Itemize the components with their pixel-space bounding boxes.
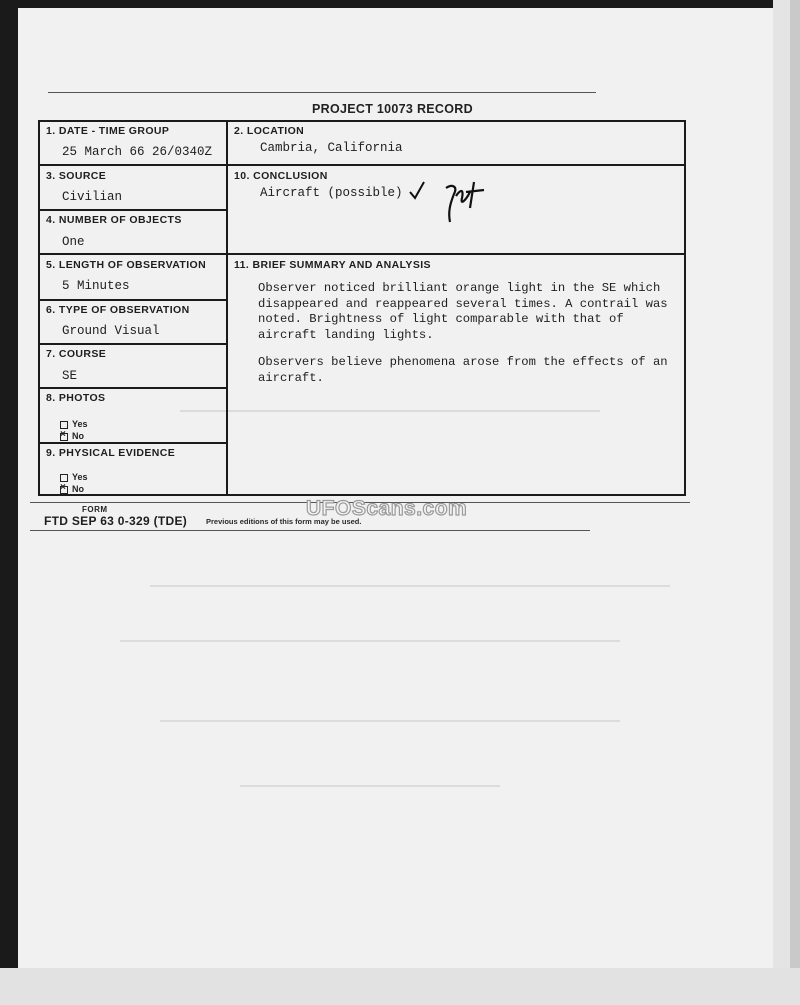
course-label: 7. COURSE bbox=[46, 348, 107, 360]
bleed-through-line bbox=[150, 585, 670, 587]
row-divider bbox=[40, 253, 684, 255]
photos-yes-label: Yes bbox=[72, 419, 88, 429]
number-of-objects-value: One bbox=[62, 235, 85, 249]
physical-evidence-label: 9. PHYSICAL EVIDENCE bbox=[46, 447, 176, 459]
row-divider bbox=[40, 343, 226, 345]
location-label: 2. LOCATION bbox=[234, 125, 305, 137]
footer-bottom-rule bbox=[30, 530, 590, 531]
evidence-yes-checkbox bbox=[60, 474, 68, 482]
evidence-no-checkbox bbox=[60, 486, 68, 494]
footer-form-word: FORM bbox=[82, 505, 108, 514]
length-of-observation-label: 5. LENGTH OF OBSERVATION bbox=[46, 259, 207, 271]
column-divider bbox=[226, 122, 228, 494]
photos-yes-option bbox=[60, 419, 88, 429]
evidence-no-label: No bbox=[72, 484, 84, 494]
bleed-through-line bbox=[240, 785, 500, 787]
type-of-observation-value: Ground Visual bbox=[62, 324, 160, 338]
summary-label: 11. BRIEF SUMMARY AND ANALYSIS bbox=[234, 259, 431, 271]
location-value: Cambria, California bbox=[260, 141, 403, 155]
source-label: 3. SOURCE bbox=[46, 170, 107, 182]
photos-yes-checkbox bbox=[60, 421, 68, 429]
length-of-observation-value: 5 Minutes bbox=[62, 279, 130, 293]
row-divider bbox=[40, 387, 226, 389]
top-rule bbox=[48, 92, 596, 93]
summary-paragraph-1: Observer noticed brilliant orange light in the SE which disappeared and reappeared several times. A contrail was noted. Brightness of light comparable with that of aircraft landing lights. bbox=[258, 281, 668, 342]
scan-edge-bottom bbox=[0, 968, 800, 1005]
date-time-group-label: 1. DATE - TIME GROUP bbox=[46, 125, 170, 137]
row-divider bbox=[40, 209, 226, 211]
summary-text bbox=[258, 281, 688, 398]
conclusion-value: Aircraft (possible) bbox=[260, 186, 403, 200]
evidence-no-option bbox=[60, 484, 84, 494]
footer-note: Previous editions of this form may be used. bbox=[206, 517, 362, 526]
page-title: PROJECT 10073 RECORD bbox=[312, 102, 473, 116]
row-divider bbox=[40, 299, 226, 301]
photos-label: 8. PHOTOS bbox=[46, 392, 106, 404]
handwritten-checkmark-initials-icon bbox=[408, 178, 498, 228]
date-time-group-value: 25 March 66 26/0340Z bbox=[62, 145, 213, 159]
source-value: Civilian bbox=[62, 190, 123, 204]
scan-edge-right-dark bbox=[790, 0, 800, 1005]
course-value: SE bbox=[62, 369, 78, 383]
conclusion-label: 10. CONCLUSION bbox=[234, 170, 328, 182]
bleed-through-line bbox=[160, 720, 620, 722]
number-of-objects-label: 4. NUMBER OF OBJECTS bbox=[46, 214, 182, 226]
bleed-through-line bbox=[120, 640, 620, 642]
watermark: UFOScans.com bbox=[306, 497, 468, 520]
photos-no-option bbox=[60, 431, 84, 441]
row-divider bbox=[40, 164, 684, 166]
summary-paragraph-2: Observers believe phenomena arose from the effects of an aircraft. bbox=[258, 355, 668, 385]
photos-no-checkbox bbox=[60, 433, 68, 441]
photos-no-label: No bbox=[72, 431, 84, 441]
type-of-observation-label: 6. TYPE OF OBSERVATION bbox=[46, 304, 190, 316]
row-divider bbox=[40, 442, 226, 444]
evidence-yes-label: Yes bbox=[72, 472, 88, 482]
evidence-yes-option bbox=[60, 472, 88, 482]
footer-form-id: FTD SEP 63 0-329 (TDE) bbox=[44, 514, 188, 528]
